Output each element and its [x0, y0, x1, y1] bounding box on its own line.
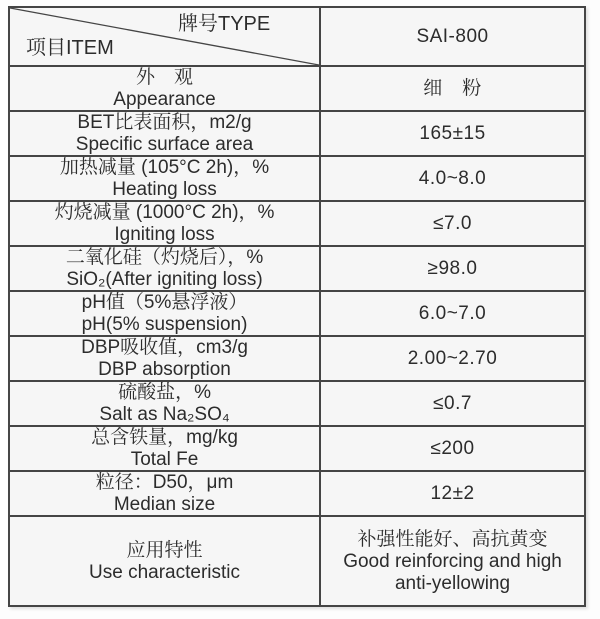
row-label-cell: [9, 291, 320, 336]
row-label-cell: [9, 516, 320, 606]
row-label-en: Use characteristic: [89, 561, 241, 583]
row-label-zh: 外 观: [136, 67, 194, 88]
table-row-use-characteristic: [9, 516, 585, 606]
row-value-cell: [320, 516, 585, 606]
row-label-zh: BET比表面积，m2/g: [77, 112, 252, 133]
row-label-zh: 二氧化硅（灼烧后），%: [65, 247, 264, 268]
row-value: ≤200: [320, 426, 585, 471]
table-row-igniting-loss: [9, 201, 585, 246]
table-row-appearance: [9, 66, 585, 111]
row-value: 165±15: [320, 111, 585, 156]
row-label-cell: [9, 111, 320, 156]
row-value: ≤0.7: [320, 381, 585, 426]
row-label-cell: [9, 381, 320, 426]
header-type-label: 牌号TYPE: [178, 13, 271, 35]
header-row: [9, 7, 585, 66]
row-label-en: Heating loss: [112, 179, 217, 200]
row-value: ≥98.0: [320, 246, 585, 291]
row-value: 细 粉: [320, 66, 585, 111]
diagonal-header-cell: [9, 7, 320, 66]
row-label-en: Igniting loss: [114, 224, 215, 245]
row-label-zh: pH值（5%悬浮液）: [81, 292, 248, 313]
row-label-cell: [9, 156, 320, 201]
header-item-label: 项目ITEM: [26, 37, 114, 59]
row-label-cell: [9, 426, 320, 471]
row-label-cell: [9, 471, 320, 516]
table-row-median-size: [9, 471, 585, 516]
row-label-cell: [9, 201, 320, 246]
row-label-en: Appearance: [113, 89, 216, 110]
table-row-ph: [9, 291, 585, 336]
row-label-zh: 灼烧减量 (1000°C 2h)，%: [54, 202, 275, 223]
row-label-en: DBP absorption: [98, 359, 231, 380]
table-row-sulfate: [9, 381, 585, 426]
row-value: ≤7.0: [320, 201, 585, 246]
row-value: 12±2: [320, 471, 585, 516]
header-product-name: SAI-800: [320, 7, 585, 66]
row-label-cell: [9, 336, 320, 381]
row-value: 4.0~8.0: [320, 156, 585, 201]
row-value-zh: 补强性能好、高抗黄变: [357, 528, 548, 550]
row-value-en: Good reinforcing and high anti-yellowing: [343, 550, 562, 594]
table-row-sio2-content: [9, 246, 585, 291]
row-label-en: Median size: [113, 494, 216, 515]
row-label-zh: 硫酸盐，%: [118, 382, 211, 403]
row-label-cell: [9, 66, 320, 111]
row-label-zh: 粒径：D50，μm: [95, 472, 234, 493]
table-row-heating-loss: [9, 156, 585, 201]
table-row-total-fe: [9, 426, 585, 471]
row-label-zh: 应用特性: [126, 539, 203, 561]
row-label-en: Total Fe: [130, 449, 199, 470]
row-label-zh: DBP吸收值，cm3/g: [81, 337, 248, 358]
row-value: 6.0~7.0: [320, 291, 585, 336]
row-label-cell: [9, 246, 320, 291]
row-label-en: pH(5% suspension): [81, 314, 248, 335]
product-spec-table: [8, 6, 586, 607]
row-label-en: Salt as Na₂SO₄: [99, 404, 230, 425]
row-value: 2.00~2.70: [320, 336, 585, 381]
table-row-bet-surface-area: [9, 111, 585, 156]
row-label-zh: 总含铁量，mg/kg: [91, 427, 238, 448]
table-row-dbp-absorption: [9, 336, 585, 381]
row-label-en: SiO₂(After igniting loss): [66, 269, 263, 290]
row-label-en: Specific surface area: [75, 134, 254, 155]
row-label-zh: 加热减量 (105°C 2h)，%: [59, 157, 270, 178]
